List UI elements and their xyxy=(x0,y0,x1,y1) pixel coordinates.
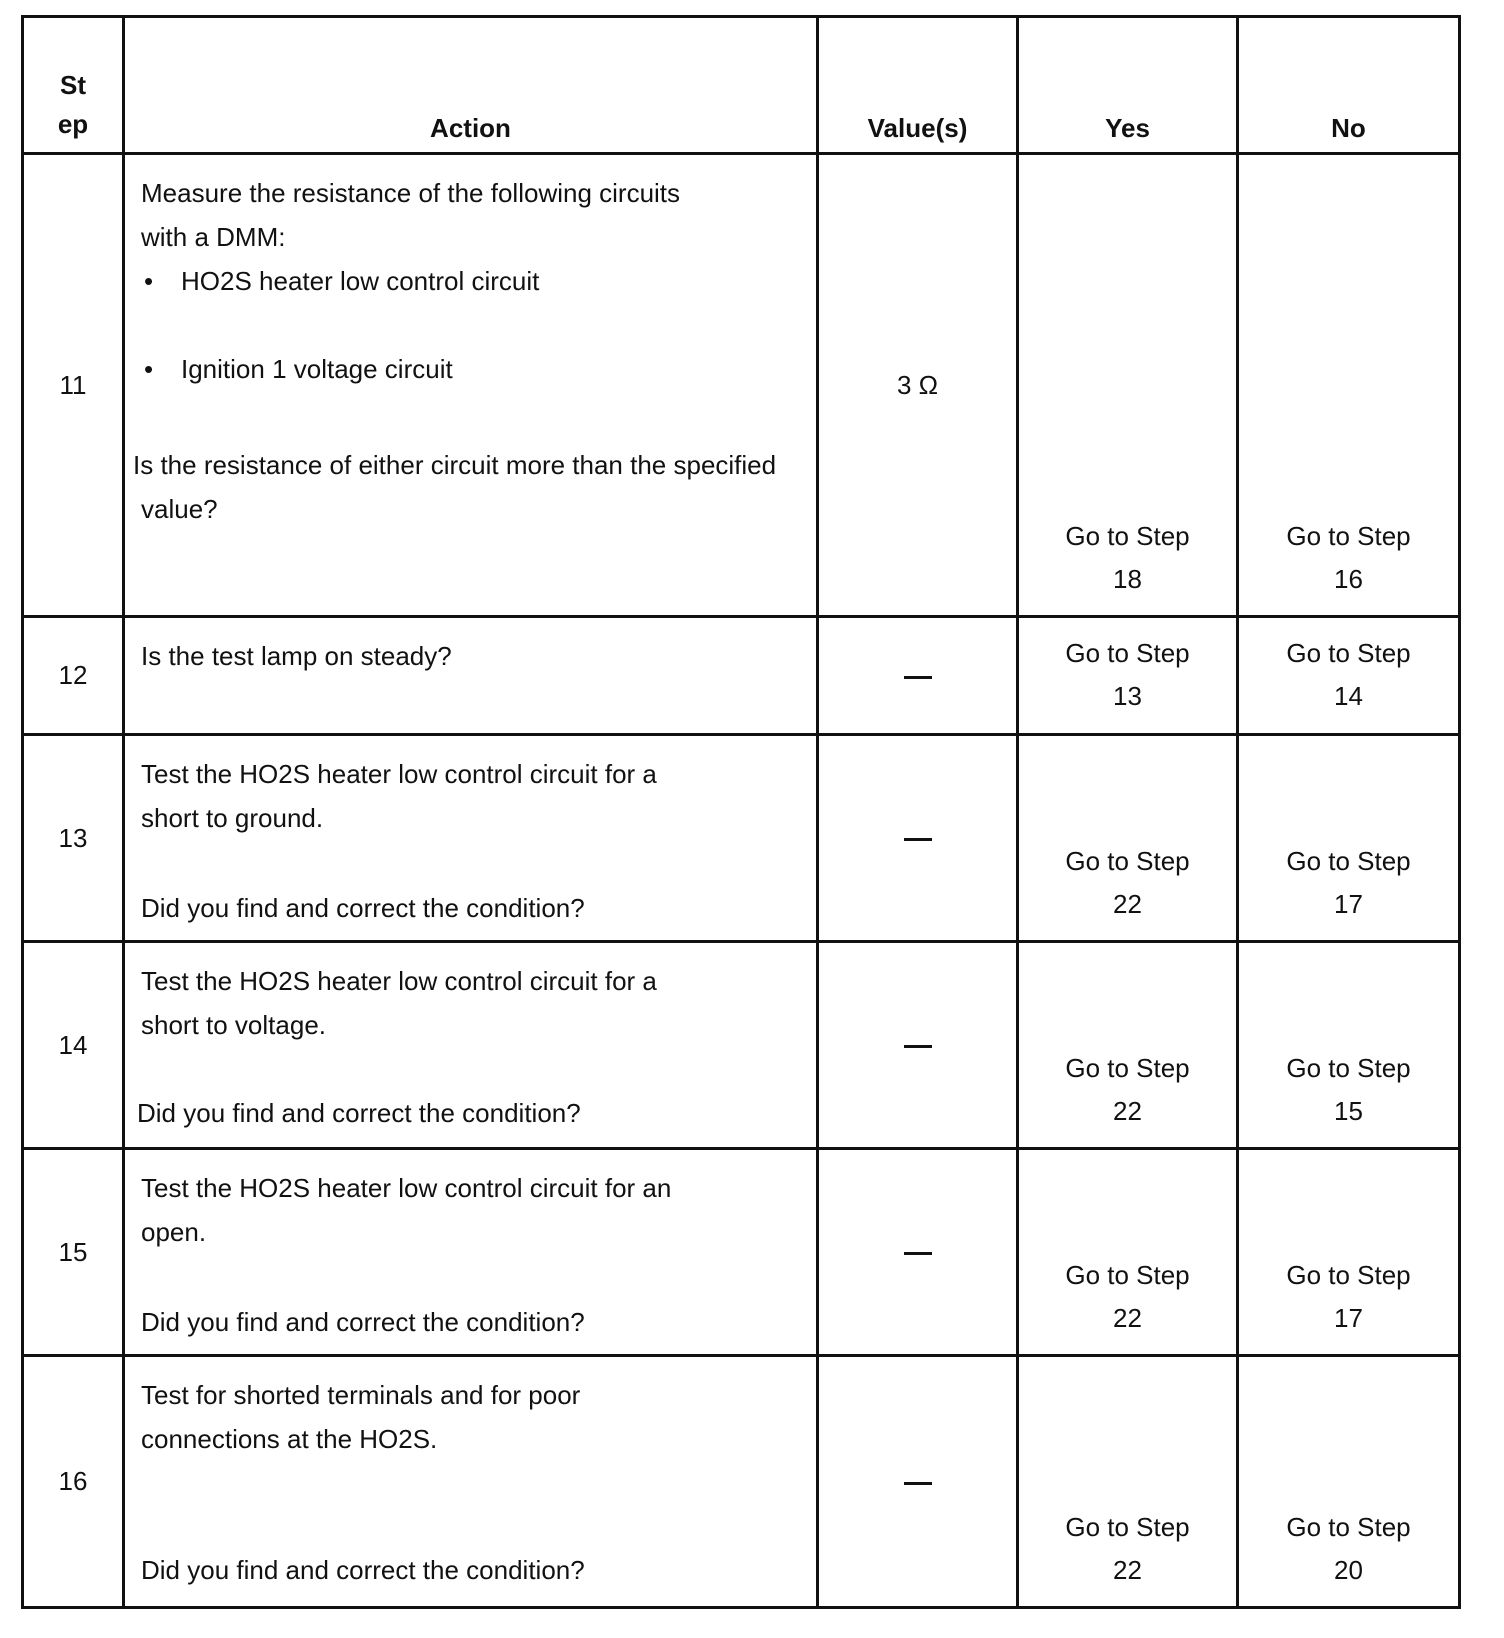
step-number: 16 xyxy=(23,1356,124,1608)
diagnostic-steps-table xyxy=(21,15,1461,1609)
value-cell xyxy=(818,942,1018,1149)
action-line: short to ground. xyxy=(141,803,324,833)
no-cell xyxy=(1238,942,1460,1149)
bullet-item: • Ignition 1 voltage circuit xyxy=(144,354,453,384)
no-label: Go to Step xyxy=(1286,1512,1411,1542)
action-line: Test the HO2S heater low control circuit for an xyxy=(141,1173,672,1203)
value-dash xyxy=(904,676,932,679)
action-line: short to voltage. xyxy=(141,1010,326,1040)
value-cell: 3 Ω xyxy=(818,154,1018,617)
value-cell xyxy=(818,735,1018,942)
header-no: No xyxy=(1238,17,1460,154)
yes-cell xyxy=(1018,154,1238,617)
table-row xyxy=(23,942,1460,1149)
action-cell xyxy=(124,942,818,1149)
yes-step: 22 xyxy=(1113,1555,1142,1585)
no-cell xyxy=(1238,1356,1460,1608)
action-line: connections at the HO2S. xyxy=(141,1424,438,1454)
question-line: Did you find and correct the condition? xyxy=(141,1307,585,1337)
table-row xyxy=(23,154,1460,617)
header-step xyxy=(23,17,124,154)
step-number: 15 xyxy=(23,1149,124,1356)
no-cell xyxy=(1238,154,1460,617)
action-line: open. xyxy=(141,1217,207,1247)
table-row xyxy=(23,1356,1460,1608)
action-line: Test the HO2S heater low control circuit for a xyxy=(141,759,657,789)
yes-label: Go to Step xyxy=(1065,521,1190,551)
no-cell xyxy=(1238,617,1460,735)
no-label: Go to Step xyxy=(1286,1053,1411,1083)
value-dash xyxy=(904,1482,932,1485)
table-row xyxy=(23,617,1460,735)
yes-step: 22 xyxy=(1113,1303,1142,1333)
step-number: 13 xyxy=(23,735,124,942)
action-line: Test for shorted terminals and for poor xyxy=(141,1380,581,1410)
no-cell xyxy=(1238,735,1460,942)
action-cell xyxy=(124,735,818,942)
question-line: Is the resistance of either circuit more than the specified xyxy=(133,450,777,480)
no-step: 17 xyxy=(1334,1303,1363,1333)
action-cell xyxy=(124,1149,818,1356)
step-number: 11 xyxy=(23,154,124,617)
header-action: Action xyxy=(124,17,818,154)
header-yes: Yes xyxy=(1018,17,1238,154)
yes-step: 13 xyxy=(1113,681,1142,711)
yes-step: 22 xyxy=(1113,1096,1142,1126)
value-dash xyxy=(904,1252,932,1255)
yes-cell xyxy=(1018,1149,1238,1356)
value-cell xyxy=(818,1149,1018,1356)
value-cell xyxy=(818,617,1018,735)
action-cell xyxy=(124,154,818,617)
header-row xyxy=(23,17,1460,154)
step-number: 14 xyxy=(23,942,124,1149)
no-step: 17 xyxy=(1334,889,1363,919)
action-line: with a DMM: xyxy=(141,222,286,252)
yes-label: Go to Step xyxy=(1065,1260,1190,1290)
action-cell xyxy=(124,1356,818,1608)
value-dash xyxy=(904,1045,932,1048)
yes-step: 18 xyxy=(1113,564,1142,594)
yes-cell xyxy=(1018,735,1238,942)
yes-cell xyxy=(1018,1356,1238,1608)
yes-label: Go to Step xyxy=(1065,638,1190,668)
diagnostic-table-container xyxy=(21,15,1458,1605)
value-dash xyxy=(904,838,932,841)
no-label: Go to Step xyxy=(1286,846,1411,876)
table-row xyxy=(23,1149,1460,1356)
bullet-item: • HO2S heater low control circuit xyxy=(144,266,540,296)
no-label: Go to Step xyxy=(1286,638,1411,668)
step-number: 12 xyxy=(23,617,124,735)
value-cell xyxy=(818,1356,1018,1608)
action-line: Measure the resistance of the following circuits xyxy=(141,178,681,208)
action-cell xyxy=(124,617,818,735)
yes-label: Go to Step xyxy=(1065,1512,1190,1542)
action-line: Test the HO2S heater low control circuit for a xyxy=(141,966,657,996)
header-values: Value(s) xyxy=(818,17,1018,154)
question-line: Did you find and correct the condition? xyxy=(137,1098,581,1128)
yes-cell xyxy=(1018,617,1238,735)
no-label: Go to Step xyxy=(1286,521,1411,551)
yes-step: 22 xyxy=(1113,889,1142,919)
no-step: 16 xyxy=(1334,564,1363,594)
question-line: Is the test lamp on steady? xyxy=(141,641,452,671)
question-line: Did you find and correct the condition? xyxy=(141,1555,585,1585)
no-step: 14 xyxy=(1334,681,1363,711)
bullet-text: Ignition 1 voltage circuit xyxy=(181,354,453,384)
no-step: 15 xyxy=(1334,1096,1363,1126)
question-line: Did you find and correct the condition? xyxy=(141,893,585,923)
yes-label: Go to Step xyxy=(1065,1053,1190,1083)
header-step-line2: ep xyxy=(57,109,89,139)
question-line: value? xyxy=(141,494,218,524)
no-cell xyxy=(1238,1149,1460,1356)
yes-label: Go to Step xyxy=(1065,846,1190,876)
yes-cell xyxy=(1018,942,1238,1149)
no-step: 20 xyxy=(1334,1555,1363,1585)
no-label: Go to Step xyxy=(1286,1260,1411,1290)
header-step-line1: St xyxy=(60,70,86,100)
table-row xyxy=(23,735,1460,942)
bullet-text: HO2S heater low control circuit xyxy=(181,266,540,296)
